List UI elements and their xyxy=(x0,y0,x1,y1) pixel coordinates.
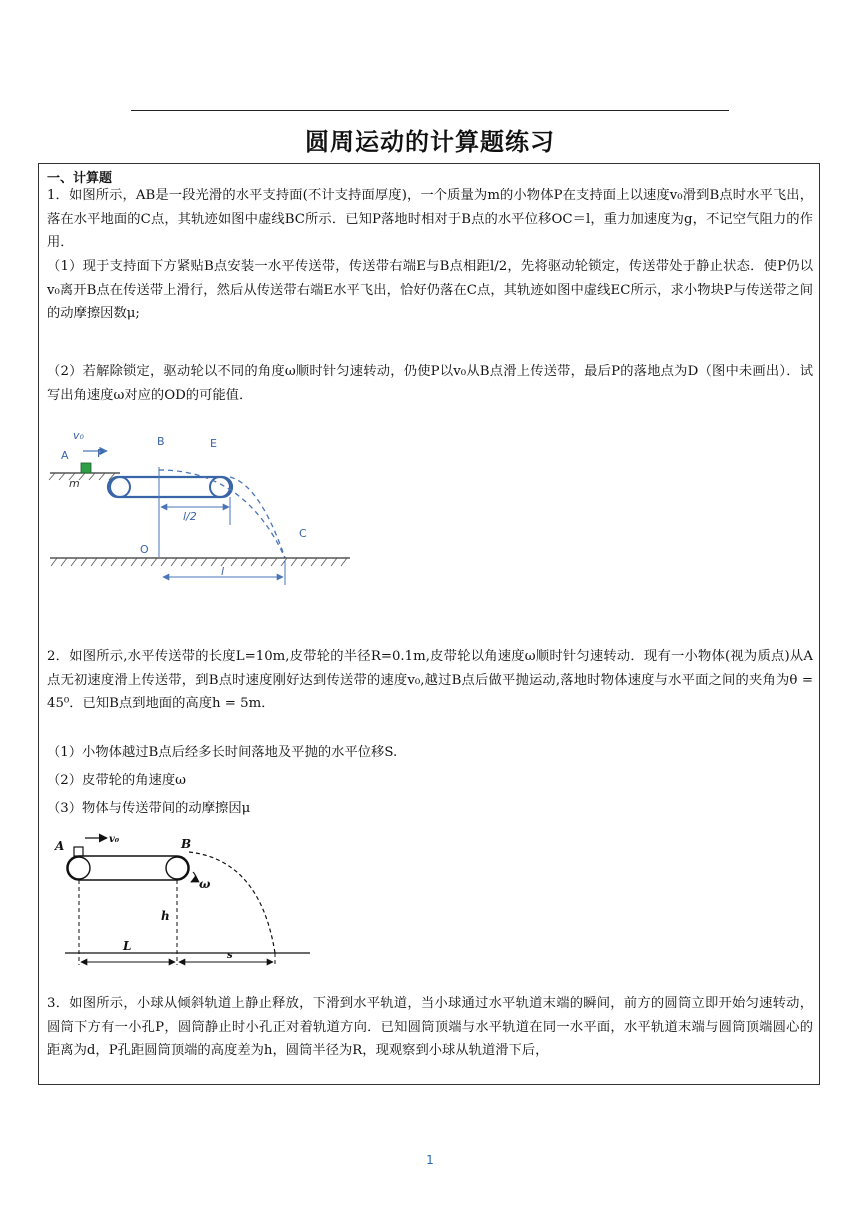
q2-figure xyxy=(45,830,315,975)
block-p xyxy=(81,463,91,473)
q2-stem: 2．如图所示,水平传送带的长度L=10m,皮带轮的半径R=0.1m,皮带轮以角速度ω顺时针匀速转动．现有一小物体(视为质点)从A点无初速度滑上传送带，到B点时速度刚好达到传送带的速度v₀,越过B点后做平抛运动,落地时物体速度与水平面之间的夹角为θ = 45⁰．已知B点到地面的高度h = 5m． xyxy=(47,649,813,711)
q1-part1: （1）现于支持面下方紧贴B点安装一水平传送带，传送带右端E与B点相距l/2，先将驱动轮锁定，传送带处于静止状态．使P仍以v₀离开B点在传送带上滑行，然后从传送带右端E水平飞出，恰好仍落在C点，其轨迹如图中虚线EC所示，求小物块P与传送带之间的动摩擦因数μ; xyxy=(47,259,813,321)
block-a xyxy=(74,847,83,856)
fig1-e: E xyxy=(210,437,217,450)
fig2-omega: ω xyxy=(199,877,211,891)
q3-stem: 3．如图所示，小球从倾斜轨道上静止释放，下滑到水平轨道，当小球通过水平轨道末端的瞬间，前方的圆筒立即开始匀速转动，圆筒下方有一小孔P，圆筒静止时小孔正对着轨道方向．已知圆筒顶端与水平轨道在同一水平面，水平轨道末端与圆筒顶端圆心的距离为d，P孔距圆筒顶端的高度差为h，圆筒半径为R，现观察到小球从轨道滑下后， xyxy=(47,996,813,1058)
page-title: 圆周运动的计算题练习 xyxy=(305,128,555,156)
fig1-v0: v₀ xyxy=(73,429,84,442)
fig2-a: A xyxy=(55,839,65,853)
fig2-s: s xyxy=(227,950,233,961)
q2-part3: （3）物体与传送带间的动摩擦因μ xyxy=(47,801,251,816)
fig1-a: A xyxy=(61,449,69,462)
fig2-h: h xyxy=(161,909,170,923)
section-heading: 一、计算题 xyxy=(47,171,113,186)
header-rule xyxy=(131,110,729,111)
q2-part2: （2）皮带轮的角速度ω xyxy=(47,773,186,788)
fig1-p: P xyxy=(97,447,104,460)
fig1-b: B xyxy=(157,435,165,448)
fig1-c: C xyxy=(299,527,307,540)
fig1-o: O xyxy=(140,543,149,556)
q2-part1: （1）小物体越过B点后经多长时间落地及平抛的水平位移S. xyxy=(47,745,398,760)
q1-part2: （2）若解除锁定，驱动轮以不同的角度ω顺时针匀速转动，仍使P以v₀从B点滑上传送带，最后P的落地点为D（图中未画出）．试写出角速度ω对应的OD的可能值． xyxy=(47,364,813,403)
fig1-l: l xyxy=(221,565,225,578)
fig2-b: B xyxy=(181,837,192,851)
fig1-m: m xyxy=(69,477,80,490)
fig1-l2: l/2 xyxy=(183,510,197,523)
q1-figure xyxy=(45,425,365,595)
fig2-l: L xyxy=(123,939,132,953)
page-number: 1 xyxy=(426,1153,434,1167)
fig2-v0: v₀ xyxy=(109,834,120,845)
q1-stem: 1．如图所示，AB是一段光滑的水平支持面(不计支持面厚度)，一个质量为m的小物体P在支持面上以速度v₀滑到B点时水平飞出，落在水平地面的C点，其轨迹如图中虚线BC所示．已知P落地时相对于B点的水平位移OC＝l，重力加速度为g，不记空气阻力的作用． xyxy=(47,188,813,250)
